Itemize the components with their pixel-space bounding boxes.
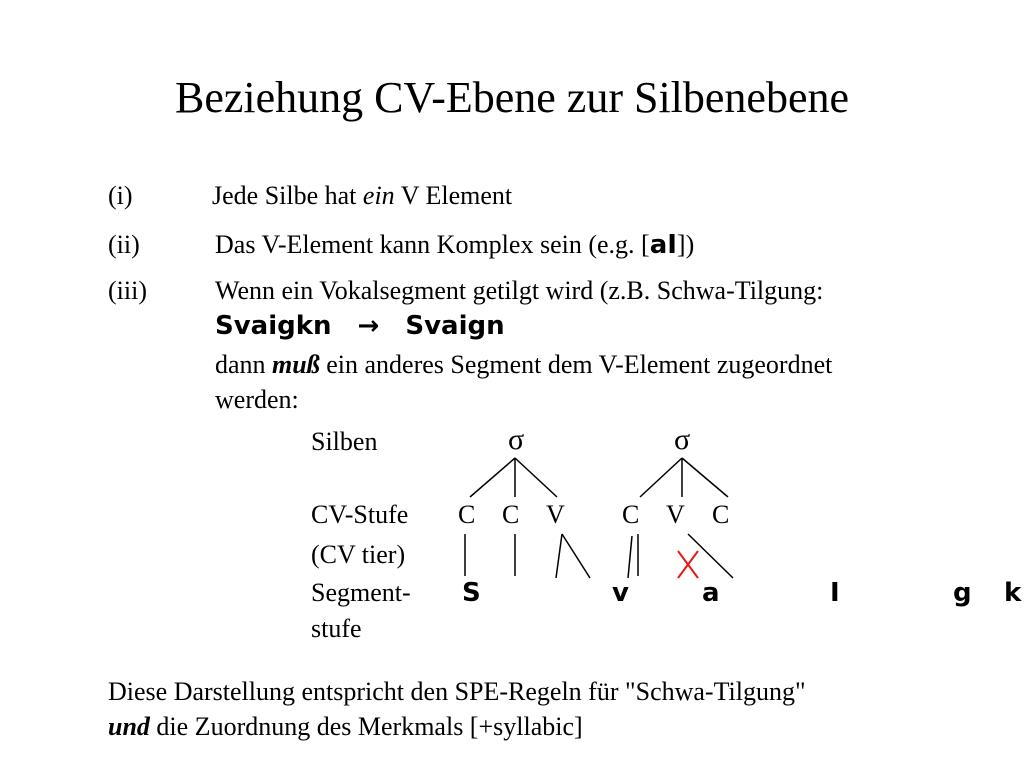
cv-slot-c4: C xyxy=(712,500,730,529)
segment-v: v xyxy=(612,578,629,608)
footer-line2-text: die Zuordnung des Merkmals [+syllabic] xyxy=(149,712,583,741)
segment-g: g xyxy=(953,578,972,608)
cv-tier-label-en: (CV tier) xyxy=(311,540,406,569)
tree-line xyxy=(682,458,728,497)
footer-line1: Diese Darstellung entspricht den SPE-Regeln für "Schwa-Tilgung" xyxy=(108,677,806,706)
item-i-emphasis: ein xyxy=(362,181,395,210)
segment-s: S xyxy=(462,578,481,608)
cv-slot-c3: C xyxy=(622,500,640,529)
formula-arrow-icon: → xyxy=(357,311,380,341)
syllable-node-2: σ xyxy=(674,423,691,456)
cv-tier-label: CV-Stufe xyxy=(311,500,409,529)
item-ii-number: (ii) xyxy=(108,230,140,259)
association-line xyxy=(628,536,632,578)
segment-k: k xyxy=(1004,578,1022,608)
item-iii-number: (iii) xyxy=(108,276,147,305)
silben-label: Silben xyxy=(311,427,378,456)
cv-slot-v2: V xyxy=(666,500,685,529)
formula-right: Svaign xyxy=(405,311,505,341)
item-iii-line1: Wenn ein Vokalsegment getilgt wird (z.B. Schwa-Tilgung: xyxy=(215,276,824,305)
footer-line2 xyxy=(108,712,583,742)
cv-slot-c2: C xyxy=(502,500,520,529)
segment-tier-label: Segment- xyxy=(311,578,411,607)
deletion-x-icon xyxy=(678,551,698,578)
cv-slot-c1: C xyxy=(458,500,476,529)
item-iii-emphasis: muß xyxy=(272,350,320,379)
item-iii-line4: werden: xyxy=(215,385,299,414)
cv-slot-v1: V xyxy=(546,500,565,529)
tree-line xyxy=(515,458,557,497)
footer-emphasis: und xyxy=(108,712,150,741)
formula-left: Svaigkn xyxy=(215,311,332,341)
page-title: Beziehung CV-Ebene zur Silbenebene xyxy=(174,73,850,122)
item-ii-text-b: ]) xyxy=(676,230,695,259)
association-line xyxy=(556,534,562,578)
item-ii-text-a: Das V-Element kann Komplex sein (e.g. [ xyxy=(215,230,650,259)
item-ii-vowel-glyphs: aI xyxy=(649,230,677,260)
segment-i: I xyxy=(830,578,840,608)
item-i-text-b: V Element xyxy=(394,181,513,210)
segment-a: a xyxy=(702,578,720,608)
association-line xyxy=(562,534,590,578)
item-i-text-a: Jede Silbe hat xyxy=(212,181,363,210)
tree-line xyxy=(470,458,515,497)
item-i-number: (i) xyxy=(108,181,133,210)
segment-tier-label-2: stufe xyxy=(311,614,362,643)
item-iii-line3-b: ein anderes Segment dem V-Element zugeordnet xyxy=(319,350,833,379)
item-iii-line3-a: dann xyxy=(215,350,273,379)
syllable-node-1: σ xyxy=(508,423,525,456)
tree-line xyxy=(640,458,682,497)
